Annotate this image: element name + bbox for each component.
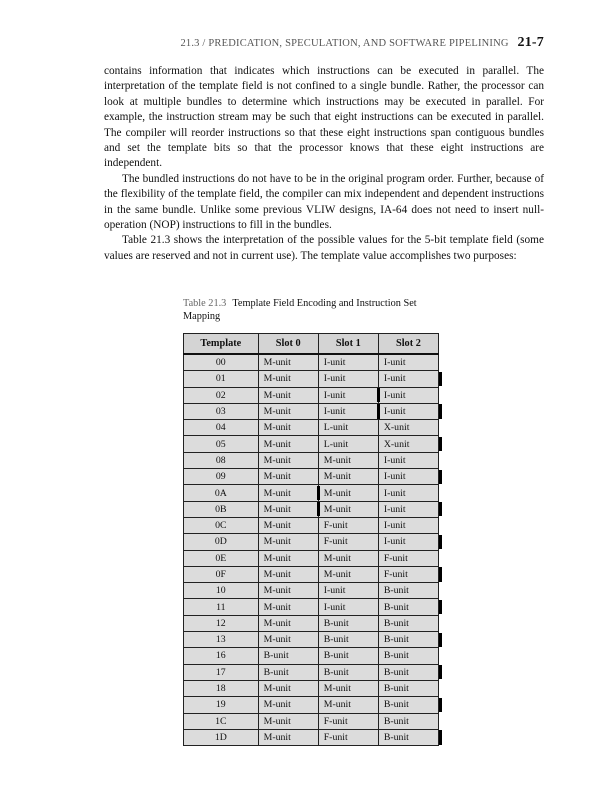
slot-cell: I-unit (318, 354, 378, 371)
table-row (184, 436, 439, 452)
template-cell: 05 (184, 436, 259, 452)
paragraph: The bundled instructions do not have to be in the original program order. Further, because of the flexibility of the template field, the compiler can mix independent and dependent instructions in the same bundle. Unlike some previous VLIW designs, IA-64 does not need to insert null-operation (NOP) instructions to fill in the bundles. (104, 172, 544, 232)
template-cell: 10 (184, 583, 259, 599)
template-cell: 0B (184, 501, 259, 517)
template-cell: 12 (184, 615, 259, 631)
table-label: Table 21.3 (183, 298, 227, 309)
slot-cell: M-unit (258, 485, 318, 501)
body-text (104, 64, 544, 264)
slot-cell: F-unit (378, 550, 438, 566)
slot-cell: I-unit (318, 583, 378, 599)
slot-cell: M-unit (258, 599, 318, 615)
slot-cell: F-unit (318, 534, 378, 550)
table-row (184, 664, 439, 680)
template-cell: 03 (184, 403, 259, 419)
slot-cell: M-unit (318, 501, 378, 517)
slot-cell: B-unit (378, 583, 438, 599)
slot-cell: B-unit (258, 664, 318, 680)
slot-cell: M-unit (258, 583, 318, 599)
slot-cell: I-unit (318, 371, 378, 387)
table-row (184, 469, 439, 485)
slot-cell: I-unit (378, 469, 438, 485)
table-row (184, 354, 439, 371)
template-cell: 01 (184, 371, 259, 387)
slot-cell: M-unit (258, 697, 318, 713)
stop-marker (439, 372, 442, 386)
stop-marker (439, 502, 442, 516)
stop-marker (439, 567, 442, 581)
slot-cell: F-unit (318, 713, 378, 729)
template-cell: 13 (184, 632, 259, 648)
template-cell: 1C (184, 713, 259, 729)
slot-cell: F-unit (318, 517, 378, 533)
slot-cell: B-unit (318, 632, 378, 648)
slot-cell: M-unit (258, 729, 318, 745)
stop-marker (439, 535, 442, 549)
template-field-table (183, 333, 439, 746)
slot-cell: M-unit (318, 680, 378, 696)
template-cell: 0A (184, 485, 259, 501)
slot-cell: M-unit (258, 469, 318, 485)
table-row (184, 420, 439, 436)
paragraph: contains information that indicates which instructions can be executed in parallel. The interpretation of the template field is not confined to a single bundle. Rather, the processor can look at multiple bundles to determine which instructions may be executed in parallel. For example, the instruction stream may be such that eight instructions can be executed in parallel. The compiler will reorder instructions so that these eight instructions span contiguous bundles and set the template bits so that the processor knows that these eight instructions are independent. (104, 65, 544, 170)
running-head-section: 21.3 / PREDICATION, SPECULATION, AND SOFTWARE PIPELINING (180, 38, 509, 49)
table-row (184, 517, 439, 533)
slot-cell: I-unit (378, 534, 438, 550)
slot-cell: M-unit (258, 371, 318, 387)
slot-cell: B-unit (378, 680, 438, 696)
running-head (104, 35, 544, 51)
slot-cell: B-unit (378, 615, 438, 631)
slot-cell: M-unit (258, 501, 318, 517)
slot-cell: M-unit (318, 469, 378, 485)
slot-cell: I-unit (378, 387, 438, 403)
slot-cell: I-unit (378, 403, 438, 419)
stop-marker (439, 437, 442, 451)
template-cell: 04 (184, 420, 259, 436)
slot-cell: X-unit (378, 436, 438, 452)
template-cell: 09 (184, 469, 259, 485)
slot-cell: F-unit (318, 729, 378, 745)
paragraph: Table 21.3 shows the interpretation of the possible values for the 5-bit template field (some values are reserved and not in current use). The template value accomplishes two purposes: (104, 234, 544, 262)
table-row (184, 485, 439, 501)
template-cell: 00 (184, 354, 259, 371)
stop-marker (439, 665, 442, 679)
table-row (184, 632, 439, 648)
stop-marker (377, 404, 380, 418)
table-row (184, 403, 439, 419)
stop-marker (377, 388, 380, 402)
slot-cell: I-unit (378, 501, 438, 517)
slot-cell: M-unit (258, 403, 318, 419)
slot-cell: M-unit (318, 566, 378, 582)
slot-cell: M-unit (258, 354, 318, 371)
table-header-row (184, 334, 439, 355)
stop-marker (317, 486, 320, 500)
table-row (184, 387, 439, 403)
template-cell: 18 (184, 680, 259, 696)
table-caption (183, 298, 445, 323)
table-row (184, 729, 439, 745)
slot-cell: B-unit (378, 632, 438, 648)
slot-cell: M-unit (318, 485, 378, 501)
slot-cell: I-unit (318, 599, 378, 615)
page-number: 21-7 (517, 35, 544, 50)
template-cell: 08 (184, 452, 259, 468)
slot-cell: B-unit (318, 648, 378, 664)
stop-marker (439, 470, 442, 484)
slot-cell: L-unit (318, 420, 378, 436)
stop-marker (317, 502, 320, 516)
column-header: Template (184, 334, 259, 355)
slot-cell: B-unit (318, 664, 378, 680)
slot-cell: B-unit (258, 648, 318, 664)
table-row (184, 371, 439, 387)
slot-cell: M-unit (258, 615, 318, 631)
slot-cell: B-unit (318, 615, 378, 631)
template-cell: 11 (184, 599, 259, 615)
column-header: Slot 0 (258, 334, 318, 355)
template-cell: 19 (184, 697, 259, 713)
slot-cell: M-unit (258, 566, 318, 582)
slot-cell: M-unit (258, 534, 318, 550)
slot-cell: B-unit (378, 729, 438, 745)
table-title: Template Field Encoding and Instruction Set Mapping (183, 298, 417, 322)
stop-marker (439, 730, 442, 744)
template-cell: 17 (184, 664, 259, 680)
slot-cell: B-unit (378, 664, 438, 680)
slot-cell: X-unit (378, 420, 438, 436)
table-row (184, 501, 439, 517)
table-row (184, 583, 439, 599)
slot-cell: F-unit (378, 566, 438, 582)
slot-cell: B-unit (378, 713, 438, 729)
template-cell: 0C (184, 517, 259, 533)
slot-cell: I-unit (378, 517, 438, 533)
template-cell: 0F (184, 566, 259, 582)
table-row (184, 599, 439, 615)
slot-cell: I-unit (318, 403, 378, 419)
stop-marker (439, 600, 442, 614)
table-row (184, 680, 439, 696)
slot-cell: I-unit (318, 387, 378, 403)
table-row (184, 452, 439, 468)
stop-marker (439, 698, 442, 712)
slot-cell: B-unit (378, 599, 438, 615)
slot-cell: I-unit (378, 354, 438, 371)
table-row (184, 534, 439, 550)
slot-cell: L-unit (318, 436, 378, 452)
table-row (184, 697, 439, 713)
slot-cell: M-unit (318, 697, 378, 713)
slot-cell: M-unit (258, 550, 318, 566)
table-row (184, 550, 439, 566)
template-cell: 1D (184, 729, 259, 745)
template-cell: 02 (184, 387, 259, 403)
slot-cell: M-unit (258, 517, 318, 533)
column-header: Slot 1 (318, 334, 378, 355)
stop-marker (439, 404, 442, 418)
template-cell: 0D (184, 534, 259, 550)
slot-cell: M-unit (318, 550, 378, 566)
stop-marker (439, 633, 442, 647)
template-cell: 0E (184, 550, 259, 566)
slot-cell: B-unit (378, 697, 438, 713)
slot-cell: M-unit (258, 632, 318, 648)
slot-cell: M-unit (258, 387, 318, 403)
slot-cell: I-unit (378, 485, 438, 501)
slot-cell: I-unit (378, 371, 438, 387)
slot-cell: M-unit (258, 452, 318, 468)
table-row (184, 713, 439, 729)
table-row (184, 648, 439, 664)
table-row (184, 566, 439, 582)
template-cell: 16 (184, 648, 259, 664)
table-row (184, 615, 439, 631)
slot-cell: M-unit (258, 436, 318, 452)
slot-cell: M-unit (258, 680, 318, 696)
slot-cell: M-unit (258, 713, 318, 729)
slot-cell: I-unit (378, 452, 438, 468)
slot-cell: M-unit (258, 420, 318, 436)
slot-cell: M-unit (318, 452, 378, 468)
slot-cell: B-unit (378, 648, 438, 664)
column-header: Slot 2 (378, 334, 438, 355)
